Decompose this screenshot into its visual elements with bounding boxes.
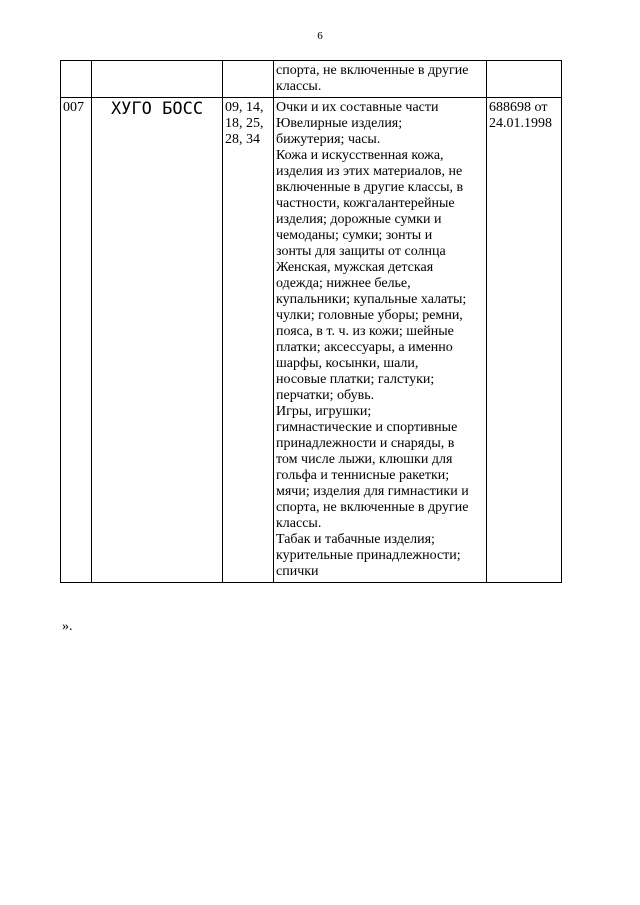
goods-line: Кожа и искусственная кожа, xyxy=(276,148,444,163)
goods-line: спорта, не включенные в другие xyxy=(276,500,469,515)
goods-line: спички xyxy=(276,564,319,579)
cell-classes-empty xyxy=(223,61,274,98)
goods-line: платки; аксессуары, а именно xyxy=(276,340,453,355)
goods-line: одежда; нижнее белье, xyxy=(276,276,411,291)
goods-line: Табак и табачные изделия; xyxy=(276,532,435,547)
goods-line: том числе лыжи, клюшки для xyxy=(276,452,453,467)
cell-goods xyxy=(274,98,487,583)
cell-mark-empty xyxy=(92,61,223,98)
row-number: 007 xyxy=(63,100,84,115)
goods-line: Очки и их составные части xyxy=(276,100,439,115)
goods-line: изделия; дорожные сумки и xyxy=(276,212,442,227)
goods-line: Ювелирные изделия; xyxy=(276,116,403,131)
goods-line: шарфы, косынки, шали, xyxy=(276,356,419,371)
cell-classes xyxy=(223,98,274,583)
classes-line: 09, 14, xyxy=(225,100,264,115)
table-row-continued xyxy=(61,61,562,98)
goods-line: гимнастические и спортивные xyxy=(276,420,458,435)
goods-line: частности, кожгалантерейные xyxy=(276,196,455,211)
goods-line: купальники; купальные халаты; xyxy=(276,292,467,307)
page-number: 6 xyxy=(317,30,323,42)
closing-quote: ». xyxy=(62,619,73,634)
goods-line: перчатки; обувь. xyxy=(276,388,375,403)
goods-line: зонты для защиты от солнца xyxy=(276,244,446,259)
cell-number xyxy=(61,98,92,583)
goods-line: спорта, не включенные в другие xyxy=(276,63,469,78)
classes-line: 18, 25, xyxy=(225,116,264,131)
registration-line: 24.01.1998 xyxy=(489,116,552,131)
goods-line: изделия из этих материалов, не xyxy=(276,164,463,179)
goods-line: чемоданы; сумки; зонты и xyxy=(276,228,433,243)
goods-line: гольфа и теннисные ракетки; xyxy=(276,468,450,483)
registration-line: 688698 от xyxy=(489,100,548,115)
goods-line: пояса, в т. ч. из кожи; шейные xyxy=(276,324,454,339)
classes-line: 28, 34 xyxy=(225,132,260,147)
trademark-name: ХУГО БОСС xyxy=(110,99,204,119)
goods-line: Женская, мужская детская xyxy=(276,260,434,275)
cell-goods-continued xyxy=(274,61,487,98)
goods-line: включенные в другие классы, в xyxy=(276,180,464,195)
goods-line: Игры, игрушки; xyxy=(276,404,372,419)
goods-line: носовые платки; галстуки; xyxy=(276,372,435,387)
goods-line: мячи; изделия для гимнастики и xyxy=(276,484,469,499)
trademark-table xyxy=(60,60,562,583)
cell-registration xyxy=(487,98,562,583)
goods-line: бижутерия; часы. xyxy=(276,132,381,147)
table-row-007 xyxy=(61,98,562,583)
goods-line: классы. xyxy=(276,79,322,94)
goods-line: принадлежности и снаряды, в xyxy=(276,436,455,451)
cell-registration-empty xyxy=(487,61,562,98)
goods-line: классы. xyxy=(276,516,322,531)
cell-mark xyxy=(92,98,223,583)
goods-line: курительные принадлежности; xyxy=(276,548,461,563)
cell-number-empty xyxy=(61,61,92,98)
goods-line: чулки; головные уборы; ремни, xyxy=(276,308,463,323)
